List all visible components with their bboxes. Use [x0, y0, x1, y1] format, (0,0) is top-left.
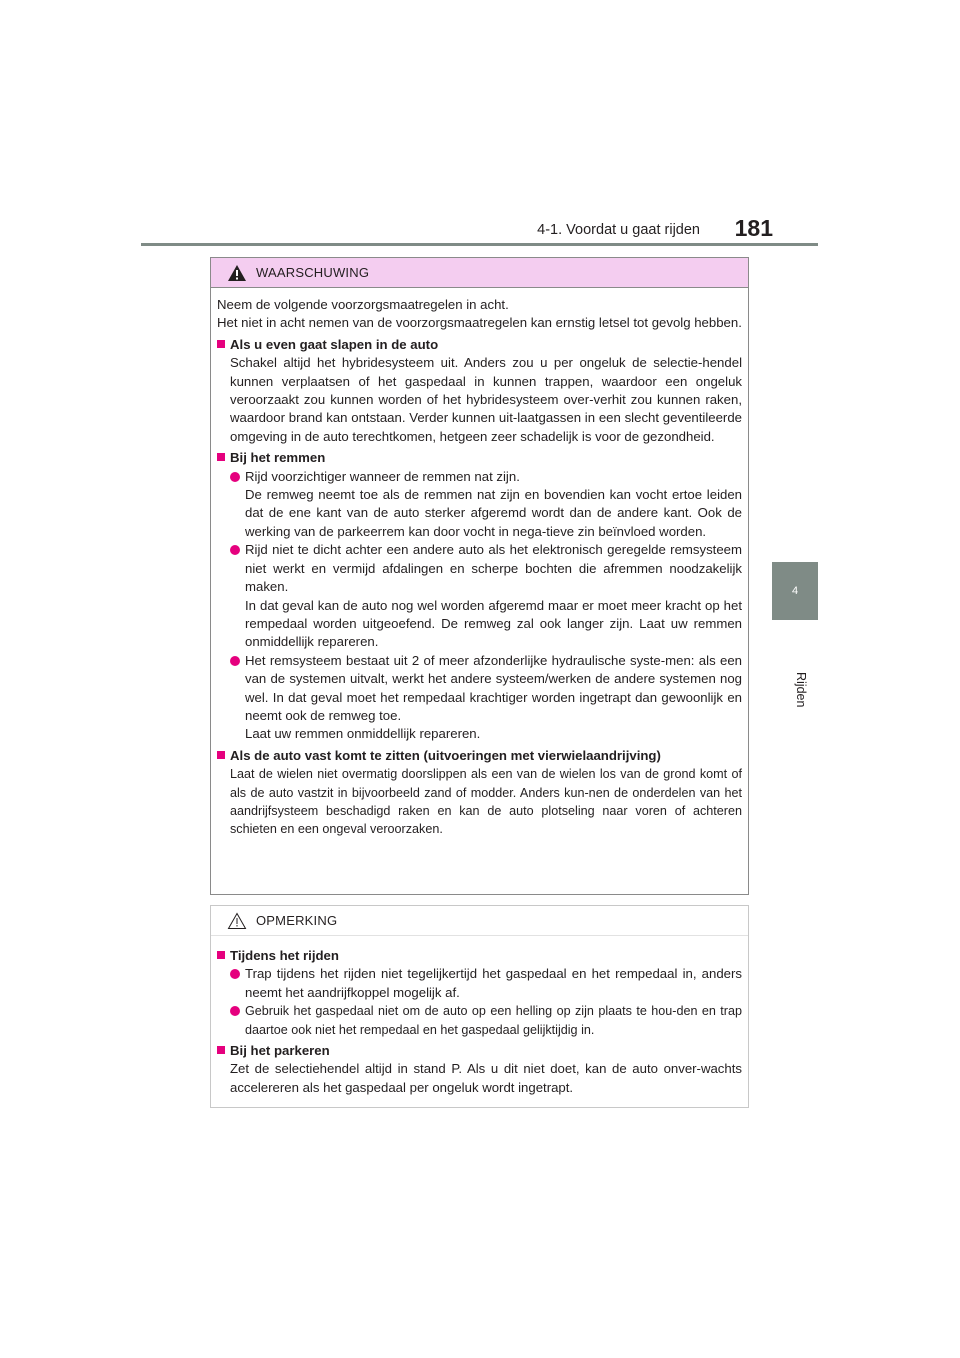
square-bullet-icon — [217, 951, 225, 959]
warning-body — [211, 288, 748, 839]
warning-triangle-icon — [227, 264, 247, 282]
notice-section-parking — [217, 1042, 742, 1097]
section-title-text: Bij het remmen — [230, 450, 326, 466]
notice-heading: OPMERKING — [256, 913, 338, 928]
bullet-text: Het remsysteem bestaat uit 2 of meer afzonderlijke hydraulische syste-men: als een van de systemen uitvalt, werkt het andere systeem/werken de andere systemen nog wel. In dat geval moet het rempedaal krachtiger worden ingetrapt dan gewoonlijk en neemt ook de remweg toe. — [245, 652, 742, 723]
notice-header — [211, 906, 748, 936]
section-title — [217, 747, 742, 765]
list-item — [217, 652, 742, 744]
warning-section-sleeping — [217, 336, 742, 446]
square-bullet-icon — [217, 751, 225, 759]
warning-box — [210, 257, 749, 895]
caution-triangle-icon — [227, 912, 247, 930]
notice-section-driving — [217, 947, 742, 1039]
warning-intro — [217, 296, 742, 333]
chapter-label: Rijden — [794, 672, 808, 708]
warning-intro-line-2: Het niet in acht nemen van de voorzorgsmaatregelen kan ernstig letsel tot gevolg hebben. — [217, 315, 742, 331]
list-item — [217, 1002, 742, 1039]
notice-box — [210, 905, 749, 1108]
section-title-text: Tijdens het rijden — [230, 948, 339, 963]
section-title-text: Bij het parkeren — [230, 1043, 330, 1059]
square-bullet-icon — [217, 340, 225, 348]
section-title — [217, 1042, 742, 1060]
section-text: Zet de selectiehendel altijd in stand P. Als u dit niet doet, kan de auto onver-wachts accelereren als het gaspedaal per ongeluk wordt ingetrapt. — [230, 1061, 742, 1095]
page-header-title: 4-1. Voordat u gaat rijden — [537, 222, 700, 238]
bullet-text: Rijd voorzichtiger wanneer de remmen nat zijn. — [245, 468, 520, 484]
section-title — [217, 336, 742, 354]
list-item — [217, 468, 742, 542]
list-item — [217, 965, 742, 1002]
section-text: Schakel altijd het hybridesysteem uit. Anders zou u per ongeluk de selectie-hendel kunnen verplaatsen of het gaspedaal in kunnen trappen, waardoor een ongeluk veroorzaakt zou kunnen worden of het hybridesysteem over-verhit zou kunnen raken, waardoor brand kan ontstaan. Verder kunnen uit-laatgassen in een slecht geventileerde omgeving in de auto terechtkomen, hetgeen zeer schadelijk is voor de gezondheid. — [230, 355, 742, 444]
list-item — [217, 541, 742, 651]
section-title — [217, 947, 742, 965]
warning-section-stuck — [217, 747, 742, 839]
bullet-text: In dat geval kan de auto nog wel worden afgeremd maar er moet meer kracht op het rempedaal worden uitgeoefend. De remweg zal ook langer zijn. Laat uw remmen onmiddellijk repareren. — [245, 597, 742, 650]
square-bullet-icon — [217, 1046, 225, 1054]
header-rule — [141, 243, 818, 246]
bullet-text: Rijd niet te dicht achter een andere auto als het elektronisch geregelde remsysteem niet werkt en vermijd afdalingen en scherpe bochten die afremmen noodzakelijk maken. — [245, 542, 742, 595]
notice-body — [211, 936, 748, 1097]
warning-intro-line-1: Neem de volgende voorzorgsmaatregelen in acht. — [217, 297, 509, 312]
warning-header — [211, 258, 748, 288]
warning-section-braking — [217, 449, 742, 744]
bullet-text: Gebruik het gaspedaal niet om de auto op een helling op zijn plaats te hou-den en trap daartoe ook niet het rempedaal en het gaspedaal gelijktijdig in. — [245, 1004, 742, 1037]
warning-heading: WAARSCHUWING — [256, 265, 370, 280]
section-title-text: Als u even gaat slapen in de auto — [230, 336, 439, 352]
section-title-text: Als de auto vast komt te zitten (uitvoeringen met vierwielaandrijving) — [230, 747, 661, 763]
section-title — [217, 449, 742, 467]
square-bullet-icon — [217, 453, 225, 461]
bullet-text: De remweg neemt toe als de remmen nat zijn en bovendien kan vocht ertoe leiden dat de ene kant van de auto sterker afgeremd wordt dan de andere kant. Ook de werking van de parkeerrem kan door vocht in nega-tieve zin beïnvloed worden. — [245, 487, 742, 539]
page-number: 181 — [734, 215, 773, 241]
bullet-text: Laat uw remmen onmiddellijk repareren. — [245, 726, 481, 742]
section-text: Laat de wielen niet overmatig doorslippen als een van de wielen los van de grond komt of als de auto vastzit in bijvoorbeeld zand of modder. Anders kun-nen de onderdelen van het aandrijfsysteem beschadigd raken en kan de auto plotseling naar voren of achteren schieten en een ongeval veroorzaken. — [230, 767, 742, 837]
bullet-text: Trap tijdens het rijden niet tegelijkertijd het gaspedaal en het rempedaal in, anders neemt het aandrijfkoppel mogelijk af. — [245, 966, 742, 1000]
chapter-tab: 4 — [772, 562, 818, 620]
